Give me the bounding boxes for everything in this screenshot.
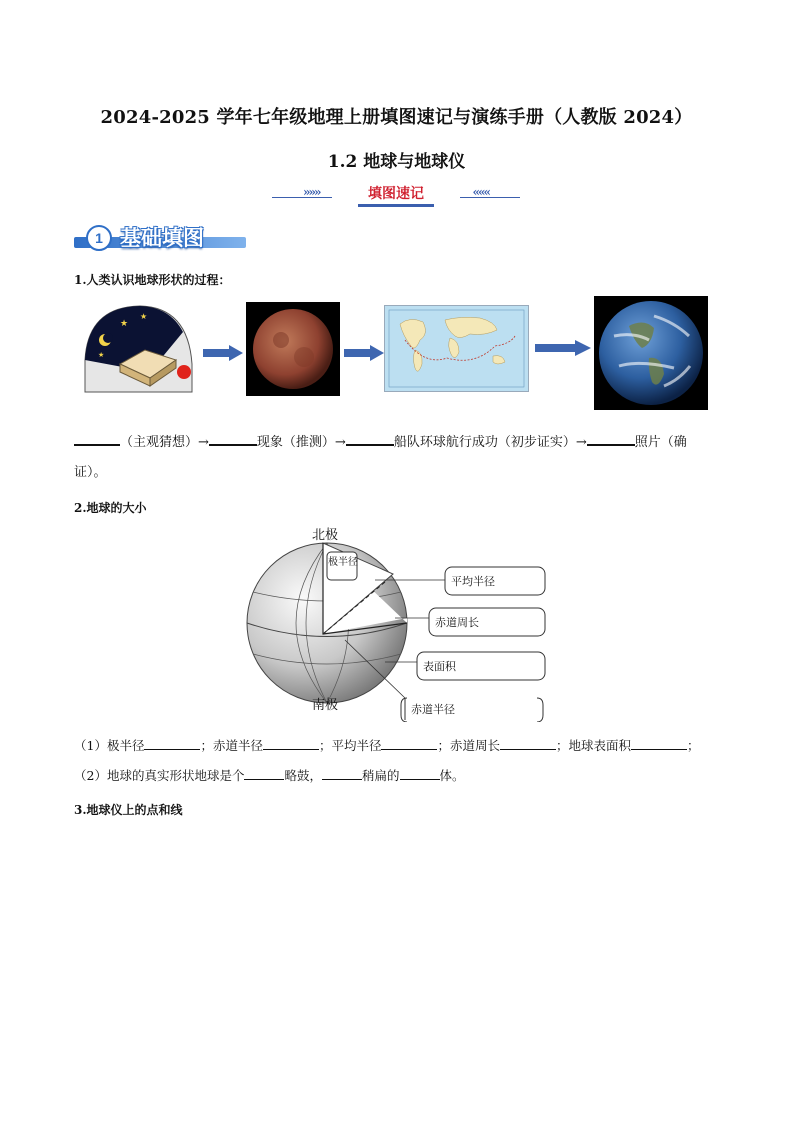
- banner-line-left: [272, 197, 332, 198]
- q1-text-4: 照片（确: [634, 435, 687, 450]
- answer-blank[interactable]: [500, 735, 556, 750]
- q2-text: （1）极半径: [74, 738, 145, 753]
- equator-circumference-label: 赤道周长: [435, 616, 479, 629]
- earth-photo-image: [594, 296, 708, 410]
- q2-text: 体。: [439, 768, 465, 783]
- answer-blank[interactable]: [244, 765, 284, 780]
- q1-heading: 1.人类认识地球形状的过程：: [74, 273, 231, 287]
- q2-text: 略鼓，: [284, 768, 322, 783]
- arrow-icon: [344, 345, 384, 361]
- q2-text: ；地球表面积: [556, 738, 632, 753]
- equator-radius-label: 赤道半径: [411, 703, 455, 716]
- polar-radius-label: 极半径: [328, 557, 358, 568]
- south-pole-label: 南极: [312, 698, 339, 713]
- svg-text:★: ★: [98, 351, 105, 359]
- q2-text: ；平均半径: [318, 738, 382, 753]
- flat-earth-dome-image: [80, 302, 195, 397]
- section-banner: [268, 183, 524, 207]
- section-header-label: 基础填图: [120, 225, 204, 250]
- surface-area-label: 表面积: [423, 660, 456, 673]
- section-number-badge: 1: [86, 225, 112, 251]
- banner-chevrons-left: »»»: [303, 185, 320, 199]
- page-title: 2024-2025 学年七年级地理上册填图速记与演练手册（人教版 2024）: [100, 107, 693, 128]
- lunar-eclipse-image: [246, 302, 340, 396]
- q2-fill-line-1: [74, 731, 734, 761]
- answer-blank[interactable]: [144, 735, 200, 750]
- banner-label: 填图速记: [368, 186, 424, 202]
- answer-blank[interactable]: [587, 430, 635, 446]
- svg-text:★: ★: [120, 319, 129, 329]
- answer-blank[interactable]: [631, 735, 687, 750]
- banner-line-right: [460, 197, 520, 198]
- page-subtitle: 1.2 地球与地球仪: [327, 152, 466, 172]
- arrow-icon: [535, 340, 591, 356]
- answer-blank[interactable]: [322, 765, 362, 780]
- q3-heading: 3.地球仪上的点和线: [74, 803, 183, 817]
- svg-text:★: ★: [140, 312, 148, 321]
- north-pole-label: 北极: [312, 528, 339, 543]
- q1-text-3: 船队环球航行成功（初步证实）→: [393, 435, 587, 450]
- answer-blank[interactable]: [400, 765, 440, 780]
- q1-text-2: 现象（推测）→: [256, 435, 346, 450]
- q2-text: 稍扁的: [361, 768, 400, 783]
- mean-radius-label: 平均半径: [451, 575, 495, 588]
- q1-text-5: 证）。: [74, 465, 107, 480]
- answer-blank[interactable]: [74, 430, 120, 446]
- answer-blank[interactable]: [263, 735, 319, 750]
- section-header: [74, 223, 246, 251]
- answer-blank[interactable]: [209, 430, 257, 446]
- q2-heading: 2.地球的大小: [74, 501, 147, 515]
- q1-fill-paragraph: [74, 428, 724, 488]
- answer-blank[interactable]: [346, 430, 394, 446]
- q2-text: ；: [687, 738, 700, 753]
- q2-fill-line-2: [74, 761, 724, 791]
- answer-blank[interactable]: [381, 735, 437, 750]
- q2-text: （2）地球的真实形状地球是个: [74, 768, 245, 783]
- earth-size-diagram: [245, 522, 550, 722]
- q2-text: ；赤道半径: [200, 738, 263, 753]
- banner-underline: [358, 204, 434, 207]
- circumnavigation-map-image: [384, 305, 529, 392]
- arrow-icon: [203, 345, 243, 361]
- q1-text-1: （主观猜想）→: [120, 435, 209, 450]
- banner-chevrons-right: «««: [472, 185, 489, 199]
- q2-text: ；赤道周长: [437, 738, 500, 753]
